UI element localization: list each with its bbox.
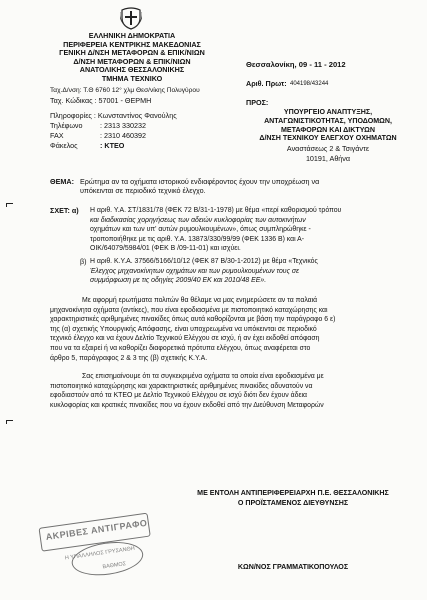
- body-line: πιστοποιητικό καταχώρησης και χαρακτηριστικές αριθμημένες πινακίδες αδυνατούν να: [50, 382, 313, 390]
- issuer-header: [50, 32, 214, 84]
- protocol-number: 404198/43244: [290, 81, 329, 87]
- reference-line: οχημάτων και των υπ' αυτών ρυμουλκουμένων», όπως συμπληρώθηκε -: [90, 226, 311, 234]
- body-paragraph-2: [50, 372, 416, 410]
- reference-line: Η αριθ. Κ.Υ.Α. 37566/5166/10/12 (ΦΕΚ 87 Β/30-1-2012) με θέμα «Τεχνικός: [90, 258, 318, 265]
- subject-line: υπόκεινται σε περιοδικό τεχνικό έλεγχο.: [80, 186, 206, 195]
- recipient-line: ΜΕΤΑΦΟΡΩΝ ΚΑΙ ΔΙΚΤΥΩΝ: [281, 125, 375, 134]
- stamp-title: ΑΚΡΙΒΕΣ ΑΝΤΙΓΡΑΦΟ: [45, 517, 148, 542]
- subject-line: Ερώτημα αν τα οχήματα ιστορικού ενδιαφέροντος έχουν την υποχρέωση να: [80, 177, 320, 186]
- issuer-postcode: Ταχ. Κώδικας : 57001 - ΘΕΡΜΗ: [50, 96, 152, 105]
- fax-value: : 2310 460392: [100, 131, 146, 140]
- margin-mark: [6, 203, 13, 207]
- reference-line: τροποποιήθηκε με τις αριθ. Υ.Α. 13873/330/99/99 (ΦΕΚ 1336 Β) και Α-: [90, 235, 305, 243]
- body-line: τεχνικό έλεγχο και να έχουν Δελτίο Τεχνικού Ελέγχου σε ισχύ, ή αν έχει εκδοθεί απόφαση: [50, 335, 320, 343]
- recipient-city: 10191, Αθήνα: [305, 154, 351, 163]
- recipient-line: Δ/ΝΣΗ ΤΕΧΝΙΚΟΥ ΕΛΕΓΧΟΥ ΟΧΗΜΑΤΩΝ: [259, 134, 397, 143]
- issuer-line: ΤΜΗΜΑ ΤΕΧΝΙΚΟ: [101, 73, 163, 83]
- body-line: μηχανοκίνητα οχήματα (αντίκες), που είναι εφοδιασμένα με πιστοποιητικό καταχώρησης και: [50, 306, 328, 314]
- signature-authority: ΜΕ ΕΝΤΟΛΗ ΑΝΤΙΠΕΡΙΦΕΡΕΙΑΡΧΗ Π.Ε. ΘΕΣΣΑΛΟΝΙΚΗΣ: [197, 489, 389, 497]
- stamp-official: Η ΥΠΑΛΛΗΛΟΣ ΓΡΥΣΑΝΘΗ: [64, 545, 136, 562]
- body-line: χαρακτηριστικές αριθμημένες πινακίδες όπως αυτά καθορίζονται με βάση την παράγραφο 6 ε): [50, 316, 336, 324]
- reference-line: συμμόρφωση με τις οδηγίες 2009/40 ΕΚ και 2010/48 ΕΕ».: [90, 277, 267, 285]
- body-line: που να τα εξαιρεί ή να καθορίζει διαφορετικά πρότυπα ελέγχου, όπως αναφέρεται στο: [50, 344, 311, 352]
- subject-label: ΘΕΜΑ:: [50, 177, 74, 186]
- body-line: εφοδιαστούν από τα ΚΤΕΟ με Δελτίο Τεχνικού Ελέγχου σε ισχύ διότι δεν έχουν άδεια: [50, 392, 308, 400]
- protocol-label: Αριθ. Πρωτ:: [246, 79, 287, 88]
- issuer-line: ΓΕΝΙΚΗ Δ/ΝΣΗ ΜΕΤΑΦΟΡΩΝ & ΕΠΙΚ/ΝΙΩΝ: [59, 48, 205, 58]
- signature-title: Ο ΠΡΟΪΣΤΑΜΕΝΟΣ ΔΙΕΥΘΥΝΣΗΣ: [237, 499, 349, 507]
- issuer-info: Πληροφορίες : Κωνσταντίνος Φανούλης: [50, 111, 177, 120]
- coat-of-arms-emblem: [120, 6, 142, 30]
- reference-line: ΟΙΚ/64079/5984/01 (ΦΕΚ Β /09-11-01) και ισχύει.: [90, 245, 241, 253]
- issuer-line: ΑΝΑΤΟΛΙΚΗΣ ΘΕΣΣΑΛΟΝΙΚΗΣ: [79, 65, 185, 75]
- reference-b-label: β): [80, 257, 87, 266]
- body-line: της (α) σχετικής Υπουργικής Απόφασης, είναι υποχρεωμένα να υπόκεινται σε περιοδικό: [50, 325, 317, 333]
- issuer-line: ΠΕΡΙΦΕΡΕΙΑ ΚΕΝΤΡΙΚΗΣ ΜΑΚΕΔΟΝΙΑΣ: [63, 39, 201, 49]
- recipient-block: [246, 108, 410, 143]
- margin-mark: [6, 420, 13, 424]
- references-label: ΣΧΕΤ: α): [50, 206, 79, 215]
- folder-value: : ΚΤΕΟ: [100, 141, 125, 150]
- reference-b: [90, 257, 413, 286]
- recipient-line: ΥΠΟΥΡΓΕΙΟ ΑΝΑΠΤΥΞΗΣ,: [283, 108, 373, 116]
- issuer-line: Δ/ΝΣΗ ΜΕΤΑΦΟΡΩΝ & ΕΠΙΚ/ΝΙΩΝ: [73, 56, 191, 66]
- body-line: άρθρο 5, παράγραφος 2 & 3 της (β) σχετικής Κ.Υ.Α.: [50, 354, 208, 362]
- recipient-line: ΑΝΤΑΓΩΝΙΣΤΙΚΟΤΗΤΑΣ, ΥΠΟΔΟΜΩΝ,: [264, 116, 392, 125]
- recipient-label: ΠΡΟΣ:: [246, 98, 269, 107]
- reference-a: [90, 206, 413, 254]
- issuer-line: ΕΛΛΗΝΙΚΗ ΔΗΜΟΚΡΑΤΙΑ: [88, 31, 176, 40]
- body-line: Σας επισημαίνουμε ότι τα συγκεκριμένα οχήματα τα οποία είναι εφοδιασμένα με: [82, 373, 324, 380]
- issuer-address: Ταχ.Δ/νση: Τ.Θ 6760 12° χλμ Θεσ/νίκης Πολυγύρου: [50, 87, 200, 94]
- phone-value: : 2313 330232: [100, 121, 146, 130]
- document-date: Θεσσαλονίκη, 09 - 11 - 2012: [246, 60, 346, 69]
- certified-copy-stamp: [38, 513, 155, 586]
- body-line: Με αφορμή ερωτήματα πολιτών θα θέλαμε να μας ενημερώσετε αν τα παλαιά: [82, 297, 318, 304]
- fax-label: FAX: [50, 131, 64, 140]
- signature-name: ΚΩΝ/ΝΟΣ ΓΡΑΜΜΑΤΙΚΟΠΟΥΛΟΣ: [237, 563, 349, 571]
- body-line: κυκλοφορίας και κρατικές πινακίδες που να έχουν εκδοθεί από την Διεύθυνση Μεταφορών: [50, 401, 324, 409]
- folder-label: Φάκελος: [50, 141, 78, 150]
- reference-line: και διαδικασίας χορηγήσεως των αδειών κυκλοφορίας των αυτοκινήτων: [90, 216, 306, 224]
- body-paragraph-1: [50, 296, 416, 363]
- stamp-grade: ΒΑΘΜΟΣ: [102, 561, 127, 571]
- phone-label: Τηλέφωνο: [50, 121, 83, 130]
- reference-line: Έλεγχος μηχανοκίνητων οχημάτων και των ρυμουλκουμένων τους σε: [90, 267, 300, 275]
- reference-line: Η αριθ. Υ.Α. ΣΤ/1831/78 (ΦΕΚ 72 Β/31-1-1978) με θέμα «περί καθορισμού τρόπου: [90, 207, 342, 214]
- recipient-street: Αναστάσεως 2 & Τσιγάντε: [286, 144, 370, 153]
